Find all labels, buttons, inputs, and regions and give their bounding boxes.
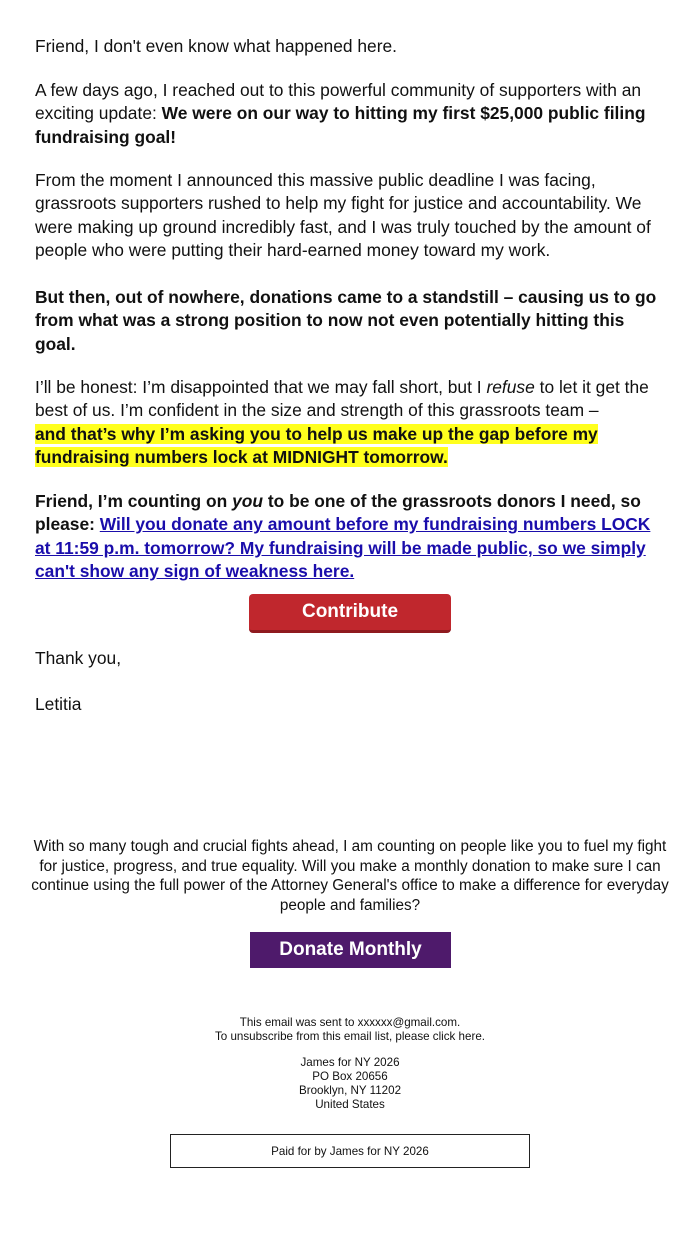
footer-notice: [0, 1016, 700, 1044]
sent-to-prefix: This email was sent to: [239, 1016, 358, 1029]
donate-any-amount-link[interactable]: Will you donate any amount before my fundraising numbers LOCK at 11:59 p.m. tomorrow? My fundraising will be made public, so we simply can't show any sign of weakness here.: [35, 514, 651, 582]
honest-lead: I’ll be honest: I’m disappointed that we may fall short, but I: [35, 377, 487, 397]
po-box: PO Box 20656: [312, 1070, 388, 1083]
signoff: Thank you,: [35, 648, 122, 668]
you-emphasis: you: [232, 491, 264, 511]
sent-to-line: [0, 1016, 700, 1030]
recipient-email: xxxxxx@gmail.com.: [357, 1016, 461, 1029]
paid-for-disclaimer: Paid for by James for NY 2026: [170, 1134, 530, 1168]
honest-middle: to let it get the best of us. I’m confident in the size and strength of this grassroots team –: [35, 377, 649, 421]
goal-statement: We were on our way to hitting my first $25,000 public filing fundraising goal!: [35, 103, 646, 147]
greeting: Friend, I don't even know what happened here.: [35, 36, 398, 56]
ask-middle: to be one of the grassroots donors I need, so please:: [35, 491, 641, 535]
paragraph-update: [35, 79, 667, 149]
city-line: Brooklyn, NY 11202: [298, 1084, 402, 1097]
paragraph-momentum: From the moment I announced this massive public deadline I was facing, grassroots supporters rushed to help my fight for justice and accountability. We were making up ground incredibly fast, and I was truly touched by the amount of people who were putting their hard-earned money toward my work.: [35, 170, 651, 261]
ask-lead: Friend, I’m counting on: [35, 491, 233, 511]
signature: Letitia: [35, 694, 82, 714]
org-name: James for NY 2026: [300, 1056, 400, 1069]
midnight-highlight: and that’s why I’m asking you to help us make up the gap before my fundraising numbers lock at MIDNIGHT tomorrow.: [35, 423, 598, 468]
monthly-appeal-text: With so many tough and crucial fights ahead, I am counting on people like you to fuel my fight for justice, progress, and true equality. Will you make a monthly donation to make sure I can continue using the full power of the Attorney General's office to make a difference for everyday people and families?: [31, 838, 669, 914]
unsubscribe-link[interactable]: click here.: [432, 1030, 485, 1043]
paragraph-update-lead: A few days ago, I reached out to this powerful community of supporters with an exciting update:: [35, 80, 642, 124]
paragraph-honest: [35, 376, 667, 470]
unsubscribe-prefix: To unsubscribe from this email list, please: [215, 1030, 433, 1043]
unsubscribe-line: [0, 1030, 700, 1044]
refuse-emphasis: refuse: [486, 377, 535, 397]
paragraph-ask: [35, 490, 667, 584]
contribute-button[interactable]: Contribute: [249, 594, 451, 633]
footer-address: [0, 1056, 700, 1112]
donate-monthly-button[interactable]: Donate Monthly: [250, 932, 451, 968]
country: United States: [315, 1098, 385, 1111]
paragraph-standstill: But then, out of nowhere, donations came to a standstill – causing us to go from what was a strong position to now not even potentially hitting this goal.: [35, 287, 657, 354]
